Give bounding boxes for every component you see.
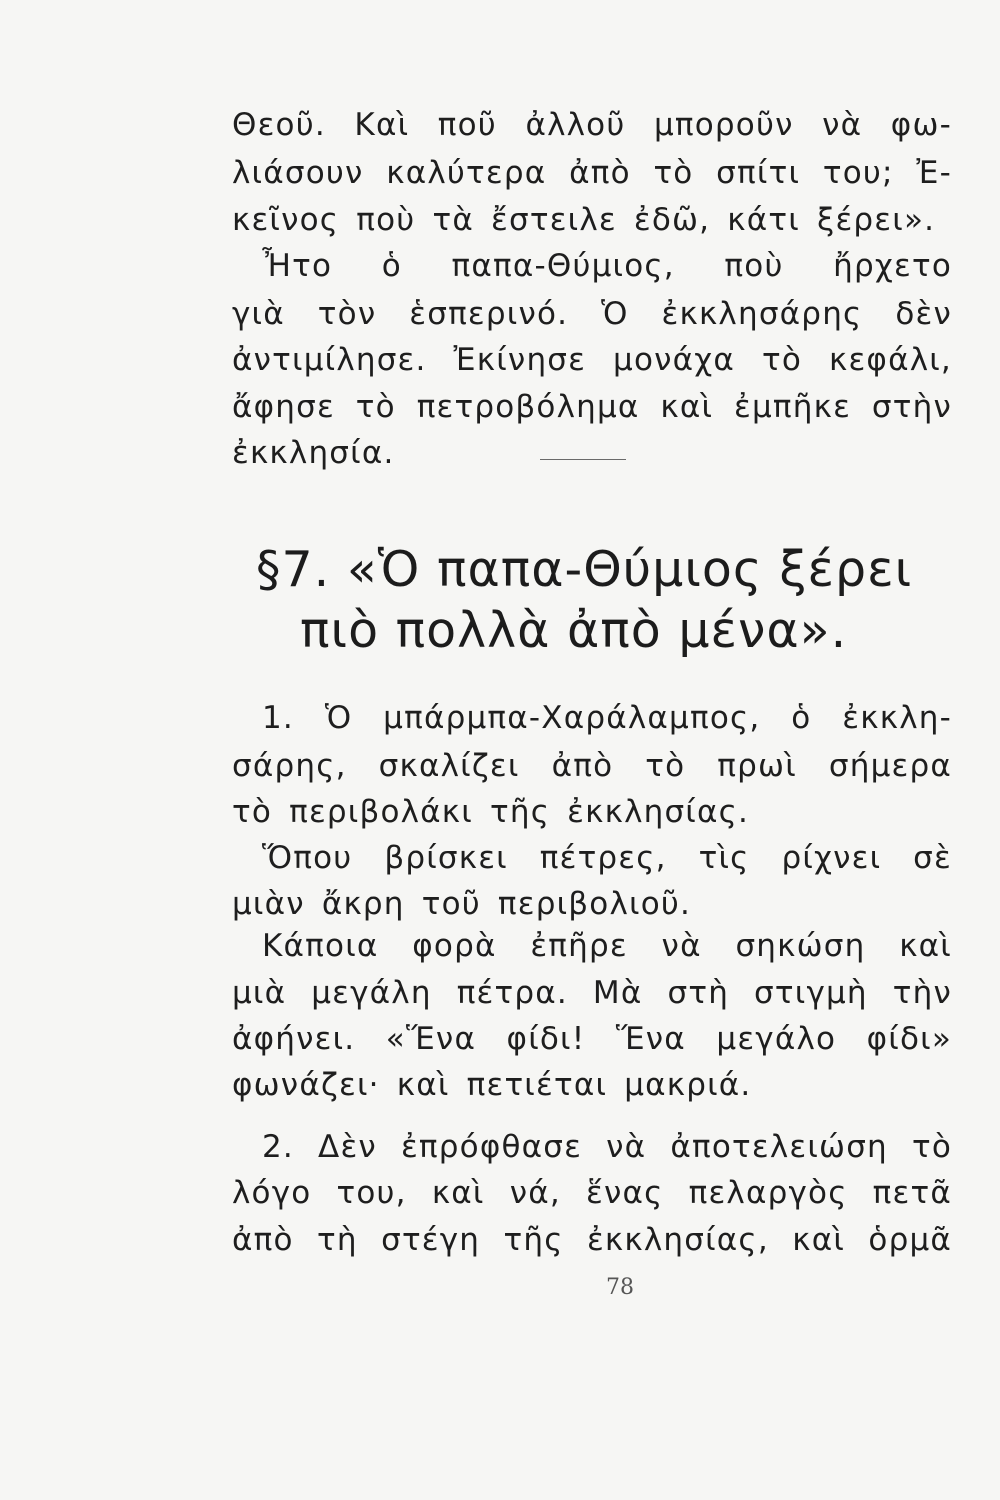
text-line: Κάποια φορὰ ἐπῆρε νὰ σηκώση καὶ <box>262 928 952 964</box>
text-line: ἀντιμίλησε. Ἐκίνησε μονάχα τὸ κεφάλι, <box>232 342 952 378</box>
text-line: Θεοῦ. Καὶ ποῦ ἀλλοῦ μποροῦν νὰ φω- <box>232 107 952 143</box>
text-line: μιὰν ἄκρη τοῦ περιβολιοῦ. <box>232 886 692 922</box>
section-divider <box>540 459 626 460</box>
text-line: Ὅπου βρίσκει πέτρες, τὶς ρίχνει σὲ <box>262 840 952 876</box>
text-line: λιάσουν καλύτερα ἀπὸ τὸ σπίτι του; Ἐ- <box>232 155 952 191</box>
section-heading-line: πιὸ πολλὰ ἀπὸ μένα». <box>300 602 848 659</box>
text-line: ἀπὸ τὴ στέγη τῆς ἐκκλησίας, καὶ ὁρμᾶ <box>232 1222 952 1258</box>
text-line: λόγο του, καὶ νά, ἕνας πελαργὸς πετᾶ <box>232 1175 952 1211</box>
section-heading-line: §7. «Ὁ παπα-Θύμιος ξέρει <box>256 541 913 598</box>
text-line: φωνάζει· καὶ πετιέται μακριά. <box>232 1067 752 1103</box>
text-line: 2. Δὲν ἐπρόφθασε νὰ ἀποτελειώση τὸ <box>262 1129 952 1165</box>
text-line: ἄφησε τὸ πετροβόλημα καὶ ἐμπῆκε στὴν <box>232 389 952 425</box>
text-line: κεῖνος ποὺ τὰ ἔστειλε ἐδῶ, κάτι ξέρει». <box>232 202 936 238</box>
text-line: μιὰ μεγάλη πέτρα. Μὰ στὴ στιγμὴ τὴν <box>232 975 952 1011</box>
text-line: ἀφήνει. «Ἕνα φίδι! Ἕνα μεγάλο φίδι» <box>232 1021 952 1057</box>
text-line: 1. Ὁ μπάρμπα-Χαράλαμπος, ὁ ἐκκλη- <box>262 700 952 736</box>
text-line: Ἦτο ὁ παπα-Θύμιος, ποὺ ἤρχετο <box>262 248 952 284</box>
text-line: τὸ περιβολάκι τῆς ἐκκλησίας. <box>232 794 750 830</box>
page-number: 78 <box>606 1275 634 1300</box>
text-line: γιὰ τὸν ἑσπερινό. Ὁ ἐκκλησάρης δὲν <box>232 296 952 332</box>
text-line: σάρης, σκαλίζει ἀπὸ τὸ πρωὶ σήμερα <box>232 748 952 784</box>
text-line: ἐκκλησία. <box>232 435 395 471</box>
